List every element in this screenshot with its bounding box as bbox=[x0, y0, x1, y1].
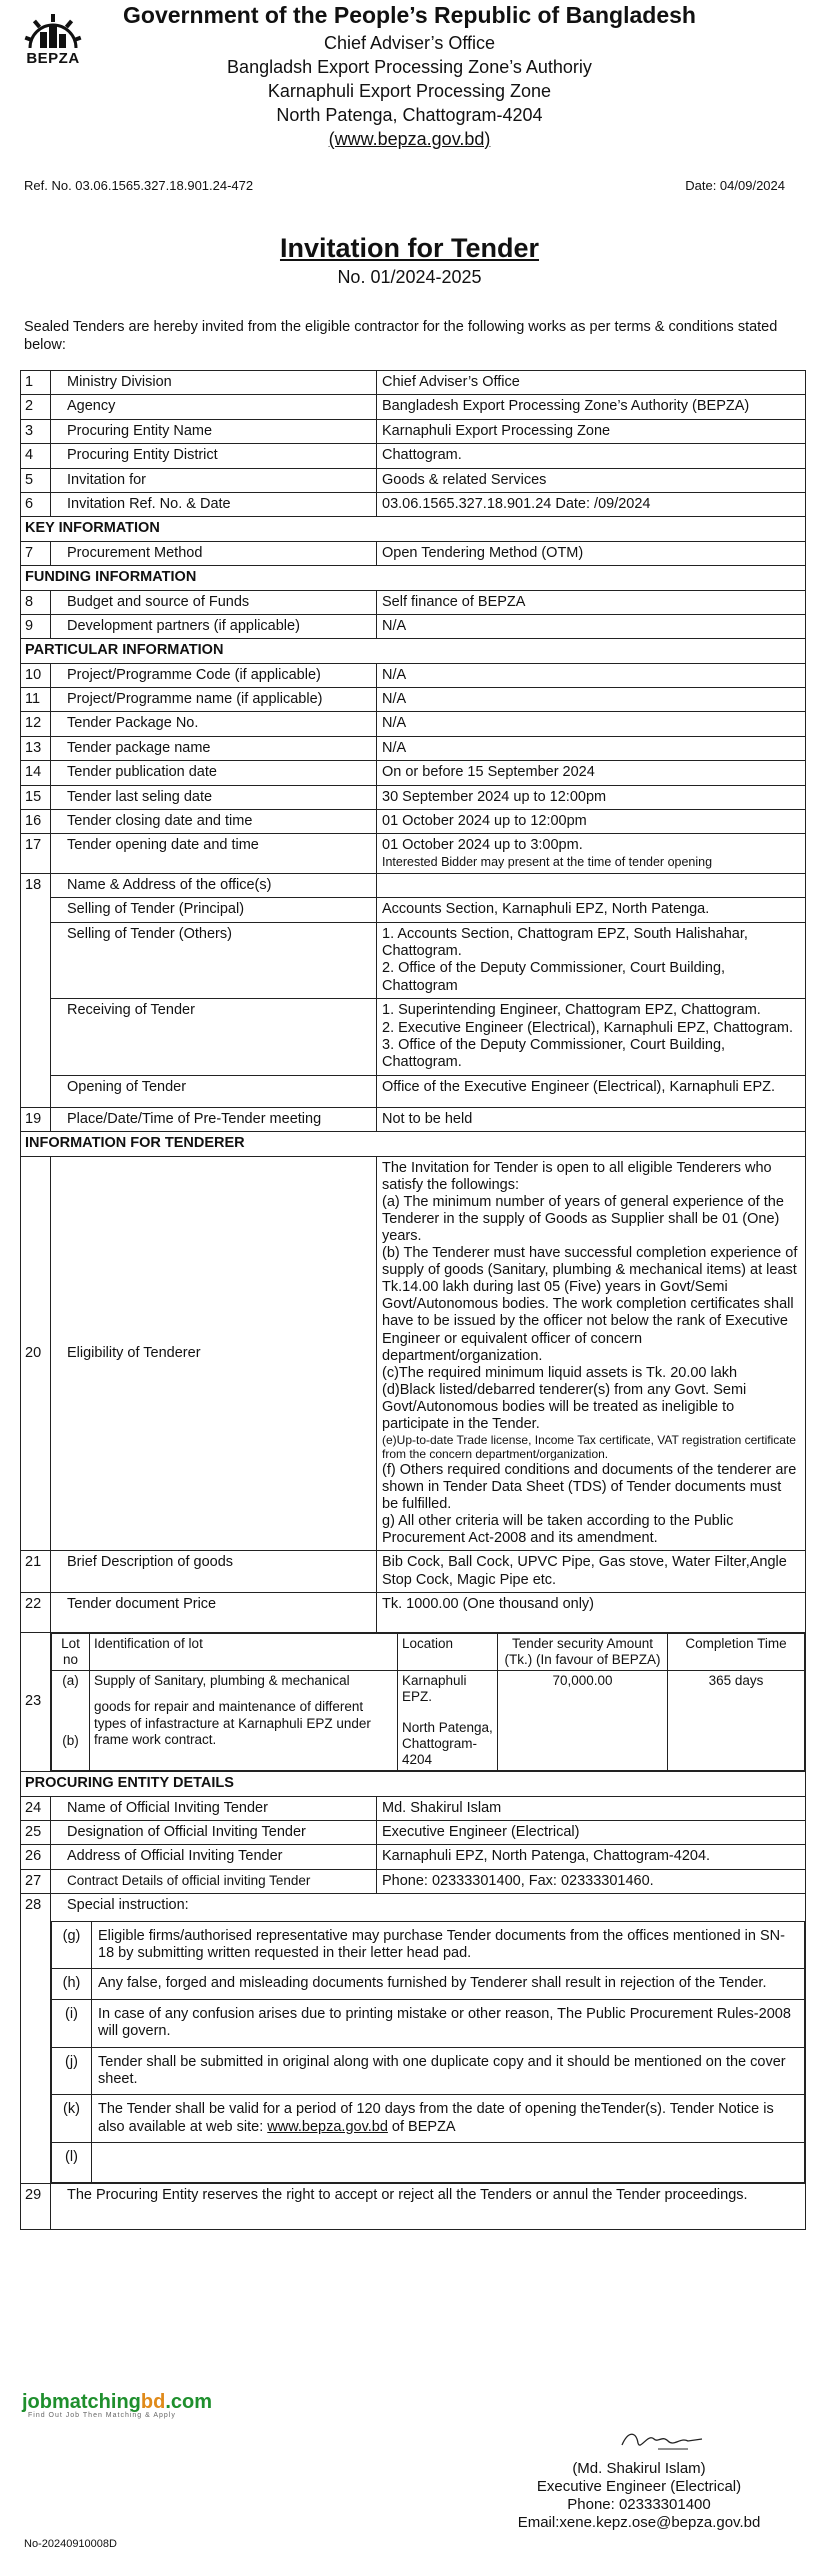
table-row bbox=[21, 541, 806, 565]
opening-time: 01 October 2024 up to 3:00pm. bbox=[382, 837, 583, 854]
row-value: N/A bbox=[377, 688, 806, 712]
row-value: Executive Engineer (Electrical) bbox=[377, 1820, 806, 1844]
section-heading: KEY INFORMATION bbox=[21, 517, 806, 541]
row-number: 21 bbox=[21, 1551, 51, 1593]
row-number: 3 bbox=[21, 419, 51, 443]
row-value: Phone: 02333301400, Fax: 02333301460. bbox=[377, 1869, 806, 1893]
row-number: 27 bbox=[21, 1869, 51, 1893]
row-label: Project/Programme name (if applicable) bbox=[51, 688, 377, 712]
row-value: Chief Adviser’s Office bbox=[377, 371, 806, 395]
instruction-key: (h) bbox=[52, 1969, 92, 1999]
office-entry: 1. Superintending Engineer, Chattogram EPZ, Chattogram. bbox=[382, 1002, 761, 1019]
reference-number: Ref. No. 03.06.1565.327.18.901.24-472 bbox=[24, 178, 254, 193]
row-number: 4 bbox=[21, 444, 51, 468]
row-number: 12 bbox=[21, 712, 51, 736]
table-row bbox=[21, 688, 806, 712]
row-number: 15 bbox=[21, 785, 51, 809]
row-label: Name & Address of the office(s) bbox=[51, 873, 377, 897]
row-value: N/A bbox=[377, 736, 806, 760]
table-row bbox=[21, 999, 806, 1076]
instruction-text: Tender shall be submitted in original along with one duplicate copy and it should be mentioned on the cover sheet. bbox=[92, 2047, 805, 2095]
instruction-text bbox=[92, 2095, 805, 2143]
bepza-website-link[interactable]: www.bepza.gov.bd bbox=[267, 2118, 388, 2135]
row-value: On or before 15 September 2024 bbox=[377, 761, 806, 785]
signatory-email[interactable]: Email:xene.kepz.ose@bepza.gov.bd bbox=[517, 2514, 761, 2531]
row-number: 22 bbox=[21, 1592, 51, 1632]
table-row bbox=[21, 1820, 806, 1844]
table-row bbox=[21, 712, 806, 736]
section-heading-row bbox=[21, 1772, 806, 1796]
office-entry: 1. Accounts Section, Chattogram EPZ, South Halishahar, Chattogram. bbox=[382, 925, 748, 959]
row-number: 7 bbox=[21, 541, 51, 565]
instruction-key: (j) bbox=[52, 2047, 92, 2095]
section-heading-row bbox=[21, 517, 806, 541]
row-number: 23 bbox=[21, 1632, 51, 1771]
lot-header: Identification of lot bbox=[90, 1633, 398, 1670]
row-value: Bib Cock, Ball Cock, UPVC Pipe, Gas stove, Water Filter,Angle Stop Cock, Magic Pipe etc. bbox=[377, 1551, 806, 1593]
table-row bbox=[21, 468, 806, 492]
row-value: Office of the Executive Engineer (Electrical), Karnaphuli EPZ. bbox=[377, 1075, 806, 1107]
row-number: 19 bbox=[21, 1107, 51, 1131]
office-entry: 2. Executive Engineer (Electrical), Karnaphuli EPZ, Chattogram. bbox=[382, 1019, 794, 1036]
signatory-designation: Executive Engineer (Electrical) bbox=[536, 2478, 742, 2495]
address-line: North Patenga, Chattogram-4204 bbox=[276, 105, 543, 125]
table-row bbox=[21, 785, 806, 809]
row-number: 1 bbox=[21, 371, 51, 395]
table-row bbox=[21, 922, 806, 999]
lot-a: (a) bbox=[62, 1673, 79, 1689]
zone-line: Karnaphuli Export Processing Zone bbox=[267, 81, 552, 101]
instruction-text-part: The Tender shall be valid for a period of 120 days from the date of opening theTender(s). Tender Notice is also available at web site: bbox=[98, 2101, 774, 2135]
row-label: Ministry Division bbox=[51, 371, 377, 395]
page-title: Invitation for Tender bbox=[279, 233, 539, 263]
government-title: Government of the People’s Republic of Bangladesh bbox=[123, 2, 696, 28]
row-label: Procuring Entity Name bbox=[51, 419, 377, 443]
row-value: Chattogram. bbox=[377, 444, 806, 468]
table-row bbox=[21, 590, 806, 614]
watermark-part: bd bbox=[140, 2391, 166, 2413]
section-heading: INFORMATION FOR TENDERER bbox=[21, 1132, 806, 1156]
table-row bbox=[21, 736, 806, 760]
table-row bbox=[21, 761, 806, 785]
row-value: The Procuring Entity reserves the right to accept or reject all the Tenders or annul the Tender proceedings. bbox=[51, 2184, 806, 2230]
location-line: North Patenga, Chattogram-4204 bbox=[402, 1719, 493, 1768]
row-number: 29 bbox=[21, 2184, 51, 2230]
table-row bbox=[21, 1156, 806, 1551]
row-number: 11 bbox=[21, 688, 51, 712]
row-label: Name of Official Inviting Tender bbox=[51, 1796, 377, 1820]
row-label: Invitation Ref. No. & Date bbox=[51, 492, 377, 516]
row-number: 28 bbox=[21, 1894, 51, 2184]
table-row bbox=[21, 1632, 806, 1771]
row-number: 10 bbox=[21, 663, 51, 687]
row-value: Self finance of BEPZA bbox=[377, 590, 806, 614]
signatory-name: (Md. Shakirul Islam) bbox=[572, 2460, 706, 2477]
special-instructions-table bbox=[51, 1921, 805, 2184]
row-value: Accounts Section, Karnaphuli EPZ, North Patenga. bbox=[377, 898, 806, 922]
lot-ident-line: goods for repair and maintenance of different types of infastracture at Karnaphuli EPZ under frame work contract. bbox=[94, 1699, 371, 1747]
row-value: N/A bbox=[377, 712, 806, 736]
instruction-key: (l) bbox=[52, 2143, 92, 2183]
row-number: 17 bbox=[21, 834, 51, 873]
authority-line: Bangladsh Export Processing Zone’s Authoriy bbox=[227, 57, 592, 77]
instruction-row bbox=[52, 1999, 805, 2047]
row-label: Tender closing date and time bbox=[51, 810, 377, 834]
row-label: Address of Official Inviting Tender bbox=[51, 1845, 377, 1869]
lot-number bbox=[52, 1671, 90, 1771]
row-value bbox=[377, 999, 806, 1076]
row-number: 24 bbox=[21, 1796, 51, 1820]
row-value bbox=[377, 922, 806, 999]
section-heading: FUNDING INFORMATION bbox=[21, 566, 806, 590]
row-label: Development partners (if applicable) bbox=[51, 614, 377, 638]
table-row bbox=[21, 371, 806, 395]
instruction-key: (i) bbox=[52, 1999, 92, 2047]
footer-reference: No-20240910008D bbox=[24, 2538, 117, 2550]
instruction-key: (k) bbox=[52, 2095, 92, 2143]
row-number: 13 bbox=[21, 736, 51, 760]
lot-header: Tender security Amount (Tk.) (In favour of BEPZA) bbox=[498, 1633, 668, 1670]
instruction-row bbox=[52, 2143, 805, 2183]
eligibility-paragraph: (c)The required minimum liquid assets is Tk. 20.00 lakh bbox=[382, 1364, 738, 1381]
row-label: Agency bbox=[51, 395, 377, 419]
table-row bbox=[21, 444, 806, 468]
row-number: 8 bbox=[21, 590, 51, 614]
table-row bbox=[21, 492, 806, 516]
row-value bbox=[377, 873, 806, 897]
row-number: 16 bbox=[21, 810, 51, 834]
row-label: Brief Description of goods bbox=[51, 1551, 377, 1593]
section-heading-row bbox=[21, 566, 806, 590]
row-label: Procurement Method bbox=[51, 541, 377, 565]
instruction-text-part: of BEPZA bbox=[387, 2118, 456, 2135]
row-label: Tender opening date and time bbox=[51, 834, 377, 873]
table-row bbox=[21, 1796, 806, 1820]
eligibility-paragraph: The Invitation for Tender is open to all eligible Tenderers who satisfy the followings: bbox=[382, 1159, 772, 1193]
letterhead bbox=[0, 0, 819, 165]
row-label: Opening of Tender bbox=[51, 1075, 377, 1107]
table-row bbox=[21, 1869, 806, 1893]
row-label: Tender document Price bbox=[51, 1592, 377, 1632]
eligibility-text bbox=[377, 1156, 806, 1551]
signatory-phone: Phone: 02333301400 bbox=[567, 2496, 711, 2513]
instruction-text: In case of any confusion arises due to printing mistake or other reason, The Public Procurement Rules-2008 will govern. bbox=[92, 1999, 805, 2047]
logo-text: BEPZA bbox=[26, 50, 80, 67]
location-line: Karnaphuli EPZ. bbox=[402, 1673, 467, 1705]
row-number: 9 bbox=[21, 614, 51, 638]
row-label: Tender package name bbox=[51, 736, 377, 760]
table-row bbox=[21, 898, 806, 922]
row-label: Selling of Tender (Others) bbox=[51, 922, 377, 999]
row-label: Receiving of Tender bbox=[51, 999, 377, 1076]
lot-completion-time: 365 days bbox=[668, 1671, 805, 1771]
row-number: 18 bbox=[21, 873, 51, 1107]
lot-table-cell bbox=[51, 1632, 806, 1771]
opening-note: Interested Bidder may present at the time of tender opening bbox=[382, 854, 713, 869]
table-row bbox=[21, 1894, 806, 2184]
lot-header: Completion Time bbox=[668, 1633, 805, 1670]
lot-b: (b) bbox=[62, 1733, 79, 1749]
watermark-part: .com bbox=[165, 2391, 213, 2413]
row-label: Eligibility of Tenderer bbox=[51, 1156, 377, 1551]
instruction-text: Any false, forged and misleading documents furnished by Tenderer shall result in rejection of the Tender. bbox=[92, 1969, 805, 1999]
table-row bbox=[21, 395, 806, 419]
watermark-tagline: Find Out Job Then Matching & Apply bbox=[28, 2412, 176, 2419]
table-row bbox=[21, 663, 806, 687]
eligibility-paragraph: (b) The Tenderer must have successful completion experience of supply of goods (Sanitary, plumbing & mechanical items) at least Tk.14.00 lakh during last 05 (Five) years in Govt/Semi Govt/Autonomous bodies. The work completion certificates shall have to be issued by the officer not below the rank of Executive Engineer or equivalent officer of concern department/organization. bbox=[382, 1245, 798, 1364]
table-row bbox=[21, 873, 806, 897]
lot-header: Location bbox=[398, 1633, 498, 1670]
row-value: Bangladesh Export Processing Zone’s Authority (BEPZA) bbox=[377, 395, 806, 419]
row-label: Selling of Tender (Principal) bbox=[51, 898, 377, 922]
table-row bbox=[21, 419, 806, 443]
row-number: 26 bbox=[21, 1845, 51, 1869]
row-value bbox=[377, 834, 806, 873]
row-number: 5 bbox=[21, 468, 51, 492]
row-label: Invitation for bbox=[51, 468, 377, 492]
table-row bbox=[21, 810, 806, 834]
row-value: 30 September 2024 up to 12:00pm bbox=[377, 785, 806, 809]
row-value: N/A bbox=[377, 663, 806, 687]
row-value: Goods & related Services bbox=[377, 468, 806, 492]
row-label: Procuring Entity District bbox=[51, 444, 377, 468]
row-number: 20 bbox=[21, 1156, 51, 1551]
row-label: Contract Details of official inviting Tender bbox=[51, 1869, 377, 1893]
signatory-block bbox=[489, 2460, 789, 2532]
website-link[interactable]: (www.bepza.gov.bd) bbox=[328, 129, 491, 149]
row-value: Md. Shakirul Islam bbox=[377, 1796, 806, 1820]
row-number: 2 bbox=[21, 395, 51, 419]
eligibility-paragraph: (d)Black listed/debarred tenderer(s) from any Govt. Semi Govt/Autonomous bodies will be treated as ineligible to participate in the Tender. bbox=[382, 1381, 747, 1433]
eligibility-paragraph: (f) Others required conditions and documents of the tenderer are shown in Tender Data Sheet (TDS) of Tender documents must be fulfilled. bbox=[382, 1461, 797, 1512]
row-label: Tender last seling date bbox=[51, 785, 377, 809]
section-heading-row bbox=[21, 1132, 806, 1156]
instruction-row bbox=[52, 1921, 805, 1969]
table-row bbox=[21, 2184, 806, 2230]
row-label: Tender publication date bbox=[51, 761, 377, 785]
table-row bbox=[21, 834, 806, 873]
row-value: Karnaphuli EPZ, North Patenga, Chattogram-4204. bbox=[377, 1845, 806, 1869]
tender-number: No. 01/2024-2025 bbox=[337, 267, 482, 287]
instruction-row bbox=[52, 2095, 805, 2143]
row-label: Place/Date/Time of Pre-Tender meeting bbox=[51, 1107, 377, 1131]
table-row bbox=[21, 1551, 806, 1593]
lot-row bbox=[52, 1671, 805, 1771]
watermark-logo bbox=[22, 2390, 212, 2414]
eligibility-paragraph: (a) The minimum number of years of general experience of the Tenderer in the supply of Goods as Supplier shall be 01 (One) years. bbox=[382, 1193, 784, 1244]
instruction-text: Eligible firms/authorised representative may purchase Tender documents from the offices mentioned in SN-18 by submitting written requested in their letter head pad. bbox=[92, 1921, 805, 1969]
row-value: 01 October 2024 up to 12:00pm bbox=[377, 810, 806, 834]
lot-identification bbox=[90, 1671, 398, 1771]
special-instructions-cell bbox=[51, 1894, 806, 2184]
lot-ident-line: Supply of Sanitary, plumbing & mechanical bbox=[94, 1673, 350, 1689]
row-number: 6 bbox=[21, 492, 51, 516]
row-value: Tk. 1000.00 (One thousand only) bbox=[377, 1592, 806, 1632]
row-value: 03.06.1565.327.18.901.24 Date: /09/2024 bbox=[377, 492, 806, 516]
row-value: N/A bbox=[377, 614, 806, 638]
row-label: Tender Package No. bbox=[51, 712, 377, 736]
issue-date: Date: 04/09/2024 bbox=[685, 178, 785, 193]
section-heading: PROCURING ENTITY DETAILS bbox=[21, 1772, 806, 1796]
lot-header: Lot no bbox=[52, 1633, 90, 1670]
row-number: 14 bbox=[21, 761, 51, 785]
office-entry: 3. Office of the Deputy Commissioner, Court Building, Chattogram. bbox=[382, 1036, 726, 1071]
row-label: Project/Programme Code (if applicable) bbox=[51, 663, 377, 687]
row-value: Karnaphuli Export Processing Zone bbox=[377, 419, 806, 443]
row-number: 25 bbox=[21, 1820, 51, 1844]
table-row bbox=[21, 1075, 806, 1107]
eligibility-paragraph: g) All other criteria will be taken according to the Public Procurement Act-2008 and its amendment. bbox=[382, 1512, 734, 1546]
section-heading: PARTICULAR INFORMATION bbox=[21, 639, 806, 663]
table-row bbox=[21, 614, 806, 638]
row-label: Budget and source of Funds bbox=[51, 590, 377, 614]
row-label: Designation of Official Inviting Tender bbox=[51, 1820, 377, 1844]
section-heading-row bbox=[21, 639, 806, 663]
instruction-text bbox=[92, 2143, 805, 2183]
row-value: Open Tendering Method (OTM) bbox=[377, 541, 806, 565]
special-instructions-label: Special instruction: bbox=[67, 1897, 189, 1914]
row-value: Not to be held bbox=[377, 1107, 806, 1131]
lot-location bbox=[398, 1671, 498, 1771]
intro-paragraph: Sealed Tenders are hereby invited from the eligible contractor for the following works as per terms & conditions stated below: bbox=[24, 319, 778, 354]
tender-info-table bbox=[20, 370, 806, 2230]
table-row bbox=[21, 1845, 806, 1869]
table-row bbox=[21, 1107, 806, 1131]
instruction-row bbox=[52, 1969, 805, 1999]
office-entry: 2. Office of the Deputy Commissioner, Court Building, Chattogram bbox=[382, 960, 726, 994]
eligibility-paragraph: (e)Up-to-date Trade license, Income Tax certificate, VAT registration certificate from the concern department/organization. bbox=[382, 1433, 796, 1462]
lot-header-row bbox=[52, 1633, 805, 1670]
lot-table bbox=[51, 1633, 805, 1771]
watermark-part: jobmatching bbox=[22, 2391, 141, 2413]
lot-security: 70,000.00 bbox=[498, 1671, 668, 1771]
instruction-key: (g) bbox=[52, 1921, 92, 1969]
office-line: Chief Adviser’s Office bbox=[323, 33, 496, 53]
instruction-row bbox=[52, 2047, 805, 2095]
table-row bbox=[21, 1592, 806, 1632]
signature-icon bbox=[618, 2425, 708, 2455]
